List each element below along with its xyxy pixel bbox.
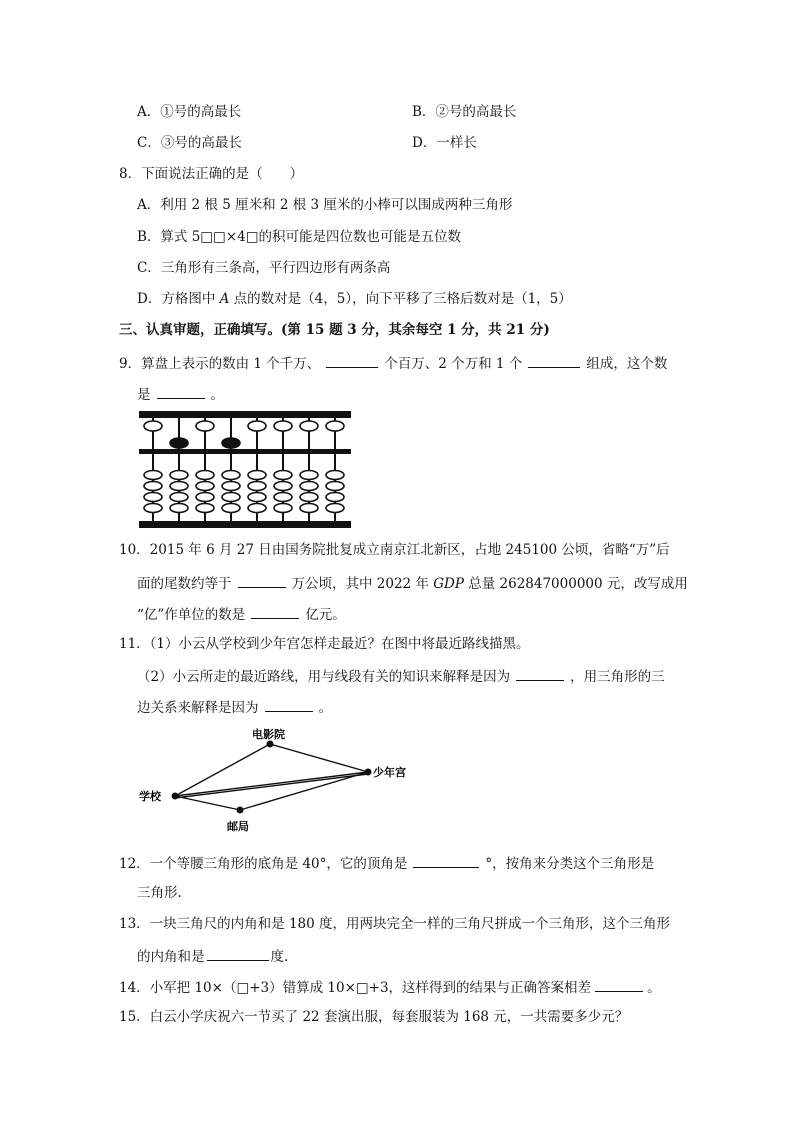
abacus-lower-bead xyxy=(196,493,214,502)
q11-blank-1[interactable] xyxy=(516,666,564,681)
q8-option-a: A．利用 2 根 5 厘米和 2 根 3 厘米的小棒可以围成两种三角形 xyxy=(137,197,513,213)
q9-text-d: 是 xyxy=(137,387,151,403)
q11-line-3 xyxy=(137,697,332,717)
abacus-upper-bead xyxy=(300,421,318,431)
q7-option-b: B．②号的高最长 xyxy=(412,104,517,120)
q8-option-d-post: 点的数对是（4，5），向下平移了三格后数对是（1，5） xyxy=(229,291,572,307)
q15-line: 15．白云小学庆祝六一节买了 22 套演出服，每套服装为 168 元，一共需要多少元？ xyxy=(119,1009,629,1025)
abacus-lower-bead xyxy=(222,504,240,513)
post-office-point xyxy=(237,807,244,814)
q10-line-1: 10．2015 年 6 月 27 日由国务院批复成立南京江北新区，占地 245100 公顷，省略“万”后 xyxy=(119,542,670,558)
abacus-bottom-frame xyxy=(139,521,351,528)
q10-text-a: 面的尾数约等于 xyxy=(137,576,232,592)
abacus-upper-bead xyxy=(274,421,292,431)
q13-text-b: 度. xyxy=(270,949,289,965)
q7-option-d: D．一样长 xyxy=(412,135,477,151)
q14-text-b: 。 xyxy=(647,980,661,996)
cinema-point xyxy=(267,741,274,748)
q12-line-1 xyxy=(119,853,654,873)
abacus-lower-bead xyxy=(222,482,240,491)
youth-palace-point xyxy=(365,769,372,776)
q9-text-c: 组成，这个数 xyxy=(586,356,668,372)
abacus-lower-bead xyxy=(196,482,214,491)
abacus-lower-bead xyxy=(144,493,162,502)
q11-text-c: 边关系来解释是因为 xyxy=(137,700,259,716)
abacus-lower-bead xyxy=(300,471,318,480)
route-post-youth xyxy=(240,772,368,810)
abacus-lower-bead xyxy=(248,482,266,491)
q10-text-c: 总量 262847000000 元，改写成用 xyxy=(463,576,688,592)
abacus-upper-bead xyxy=(144,421,162,431)
youth-palace-label: 少年宫 xyxy=(373,766,406,779)
abacus-lower-bead xyxy=(170,471,188,480)
abacus-lower-bead xyxy=(144,504,162,513)
abacus-lower-bead xyxy=(170,504,188,513)
q9-text-e: 。 xyxy=(210,387,224,403)
section-3-header: 三、认真审题，正确填写。(第 15 题 3 分，其余每空 1 分，共 21 分) xyxy=(119,322,550,338)
q9-blank-2[interactable] xyxy=(528,353,580,368)
abacus-lower-bead xyxy=(274,504,292,513)
abacus-lower-bead xyxy=(222,493,240,502)
route-cinema-youth xyxy=(270,744,368,772)
abacus-lower-bead xyxy=(300,504,318,513)
abacus-lower-bead xyxy=(274,482,292,491)
q7-option-c: C．③号的高最长 xyxy=(137,135,242,151)
q8-option-b: B．算式 5□□×4□的积可能是四位数也可能是五位数 xyxy=(137,229,461,245)
abacus-top-frame xyxy=(139,411,351,418)
q11-text-b: ，用三角形的三 xyxy=(570,669,665,685)
q11-text-d: 。 xyxy=(318,700,332,716)
q11-text-a: （2）小云所走的最近路线，用与线段有关的知识来解释是因为 xyxy=(137,669,511,685)
q12-line-2: 三角形. xyxy=(137,885,182,901)
route-map-figure xyxy=(130,722,420,837)
q9-text-b: 个百万、2 个万和 1 个 xyxy=(384,356,523,372)
abacus-upper-bead xyxy=(196,421,214,431)
abacus-lower-bead xyxy=(300,493,318,502)
q9-line-1 xyxy=(119,353,667,373)
q8-stem: 8．下面说法正确的是（ ） xyxy=(119,166,304,182)
abacus-figure xyxy=(139,409,351,530)
post-office-label: 邮局 xyxy=(227,820,249,833)
q12-text-a: 12．一个等腰三角形的底角是 40°，它的顶角是 xyxy=(119,856,408,872)
cinema-label: 电影院 xyxy=(252,728,285,741)
q14-blank-1[interactable] xyxy=(595,977,643,992)
q13-text-a: 的内角和是 xyxy=(137,949,205,965)
q10-text-b: 万公顷，其中 2022 年 xyxy=(291,576,434,592)
abacus-lower-bead xyxy=(326,504,344,513)
abacus-lower-bead xyxy=(326,471,344,480)
q10-text-d: “亿”作单位的数是 xyxy=(137,607,246,623)
q13-line-2 xyxy=(137,946,288,966)
q12-blank-1[interactable] xyxy=(413,853,479,868)
q9-text-a: 9．算盘上表示的数由 1 个千万、 xyxy=(119,356,321,372)
abacus-lower-bead xyxy=(248,504,266,513)
abacus-lower-bead xyxy=(326,482,344,491)
q8-option-d-pre: D．方格图中 xyxy=(137,291,220,307)
q11-line-1: 11．（1）小云从学校到少年宫怎样走最近？在图中将最近路线描黑。 xyxy=(119,636,530,652)
q10-line-3 xyxy=(137,604,346,624)
q11-line-2 xyxy=(137,666,665,686)
abacus-lower-bead xyxy=(170,493,188,502)
route-school-youth xyxy=(175,772,368,796)
q8-option-c: C．三角形有三条高，平行四边形有两条高 xyxy=(137,260,391,276)
q14-text-a: 14．小军把 10×（□+3）错算成 10×□+3，这样得到的结果与正确答案相差 xyxy=(119,980,592,996)
q9-line-2 xyxy=(137,384,224,404)
abacus-lower-bead xyxy=(144,482,162,491)
route-school-youth-inner xyxy=(175,774,368,798)
abacus-lower-bead xyxy=(222,471,240,480)
q14-line xyxy=(119,977,661,997)
route-school-post xyxy=(175,796,240,810)
q10-blank-2[interactable] xyxy=(251,604,299,619)
q8-option-d-var: A xyxy=(219,291,230,307)
school-label: 学校 xyxy=(139,790,161,803)
abacus-beads xyxy=(144,421,344,513)
abacus-lower-bead xyxy=(326,493,344,502)
abacus-upper-bead xyxy=(248,421,266,431)
abacus-lower-bead xyxy=(196,471,214,480)
q13-blank-1[interactable] xyxy=(207,946,269,961)
q10-text-e: 亿元。 xyxy=(305,607,346,623)
abacus-beam xyxy=(139,449,351,454)
abacus-lower-bead xyxy=(248,493,266,502)
q7-option-a: A．①号的高最长 xyxy=(137,104,242,120)
abacus-lower-bead xyxy=(170,482,188,491)
q10-line-2 xyxy=(137,573,688,593)
q12-text-b: °，按角来分类这个三角形是 xyxy=(485,856,655,872)
abacus-lower-bead xyxy=(274,471,292,480)
q10-gdp: GDP xyxy=(433,576,464,592)
abacus-upper-bead xyxy=(326,421,344,431)
abacus-upper-bead xyxy=(170,438,188,448)
abacus-upper-bead xyxy=(222,438,240,448)
q8-option-d xyxy=(137,290,572,308)
abacus-lower-bead xyxy=(300,482,318,491)
abacus-lower-bead xyxy=(196,504,214,513)
q9-blank-1[interactable] xyxy=(326,353,378,368)
abacus-lower-bead xyxy=(248,471,266,480)
q10-blank-1[interactable] xyxy=(238,573,286,588)
school-point xyxy=(172,793,179,800)
q11-blank-2[interactable] xyxy=(265,697,313,712)
abacus-lower-bead xyxy=(274,493,292,502)
q13-line-1: 13．一块三角尺的内角和是 180 度，用两块完全一样的三角尺拼成一个三角形，这个三角形 xyxy=(119,916,671,932)
q9-blank-3[interactable] xyxy=(157,384,205,399)
abacus-lower-bead xyxy=(144,471,162,480)
